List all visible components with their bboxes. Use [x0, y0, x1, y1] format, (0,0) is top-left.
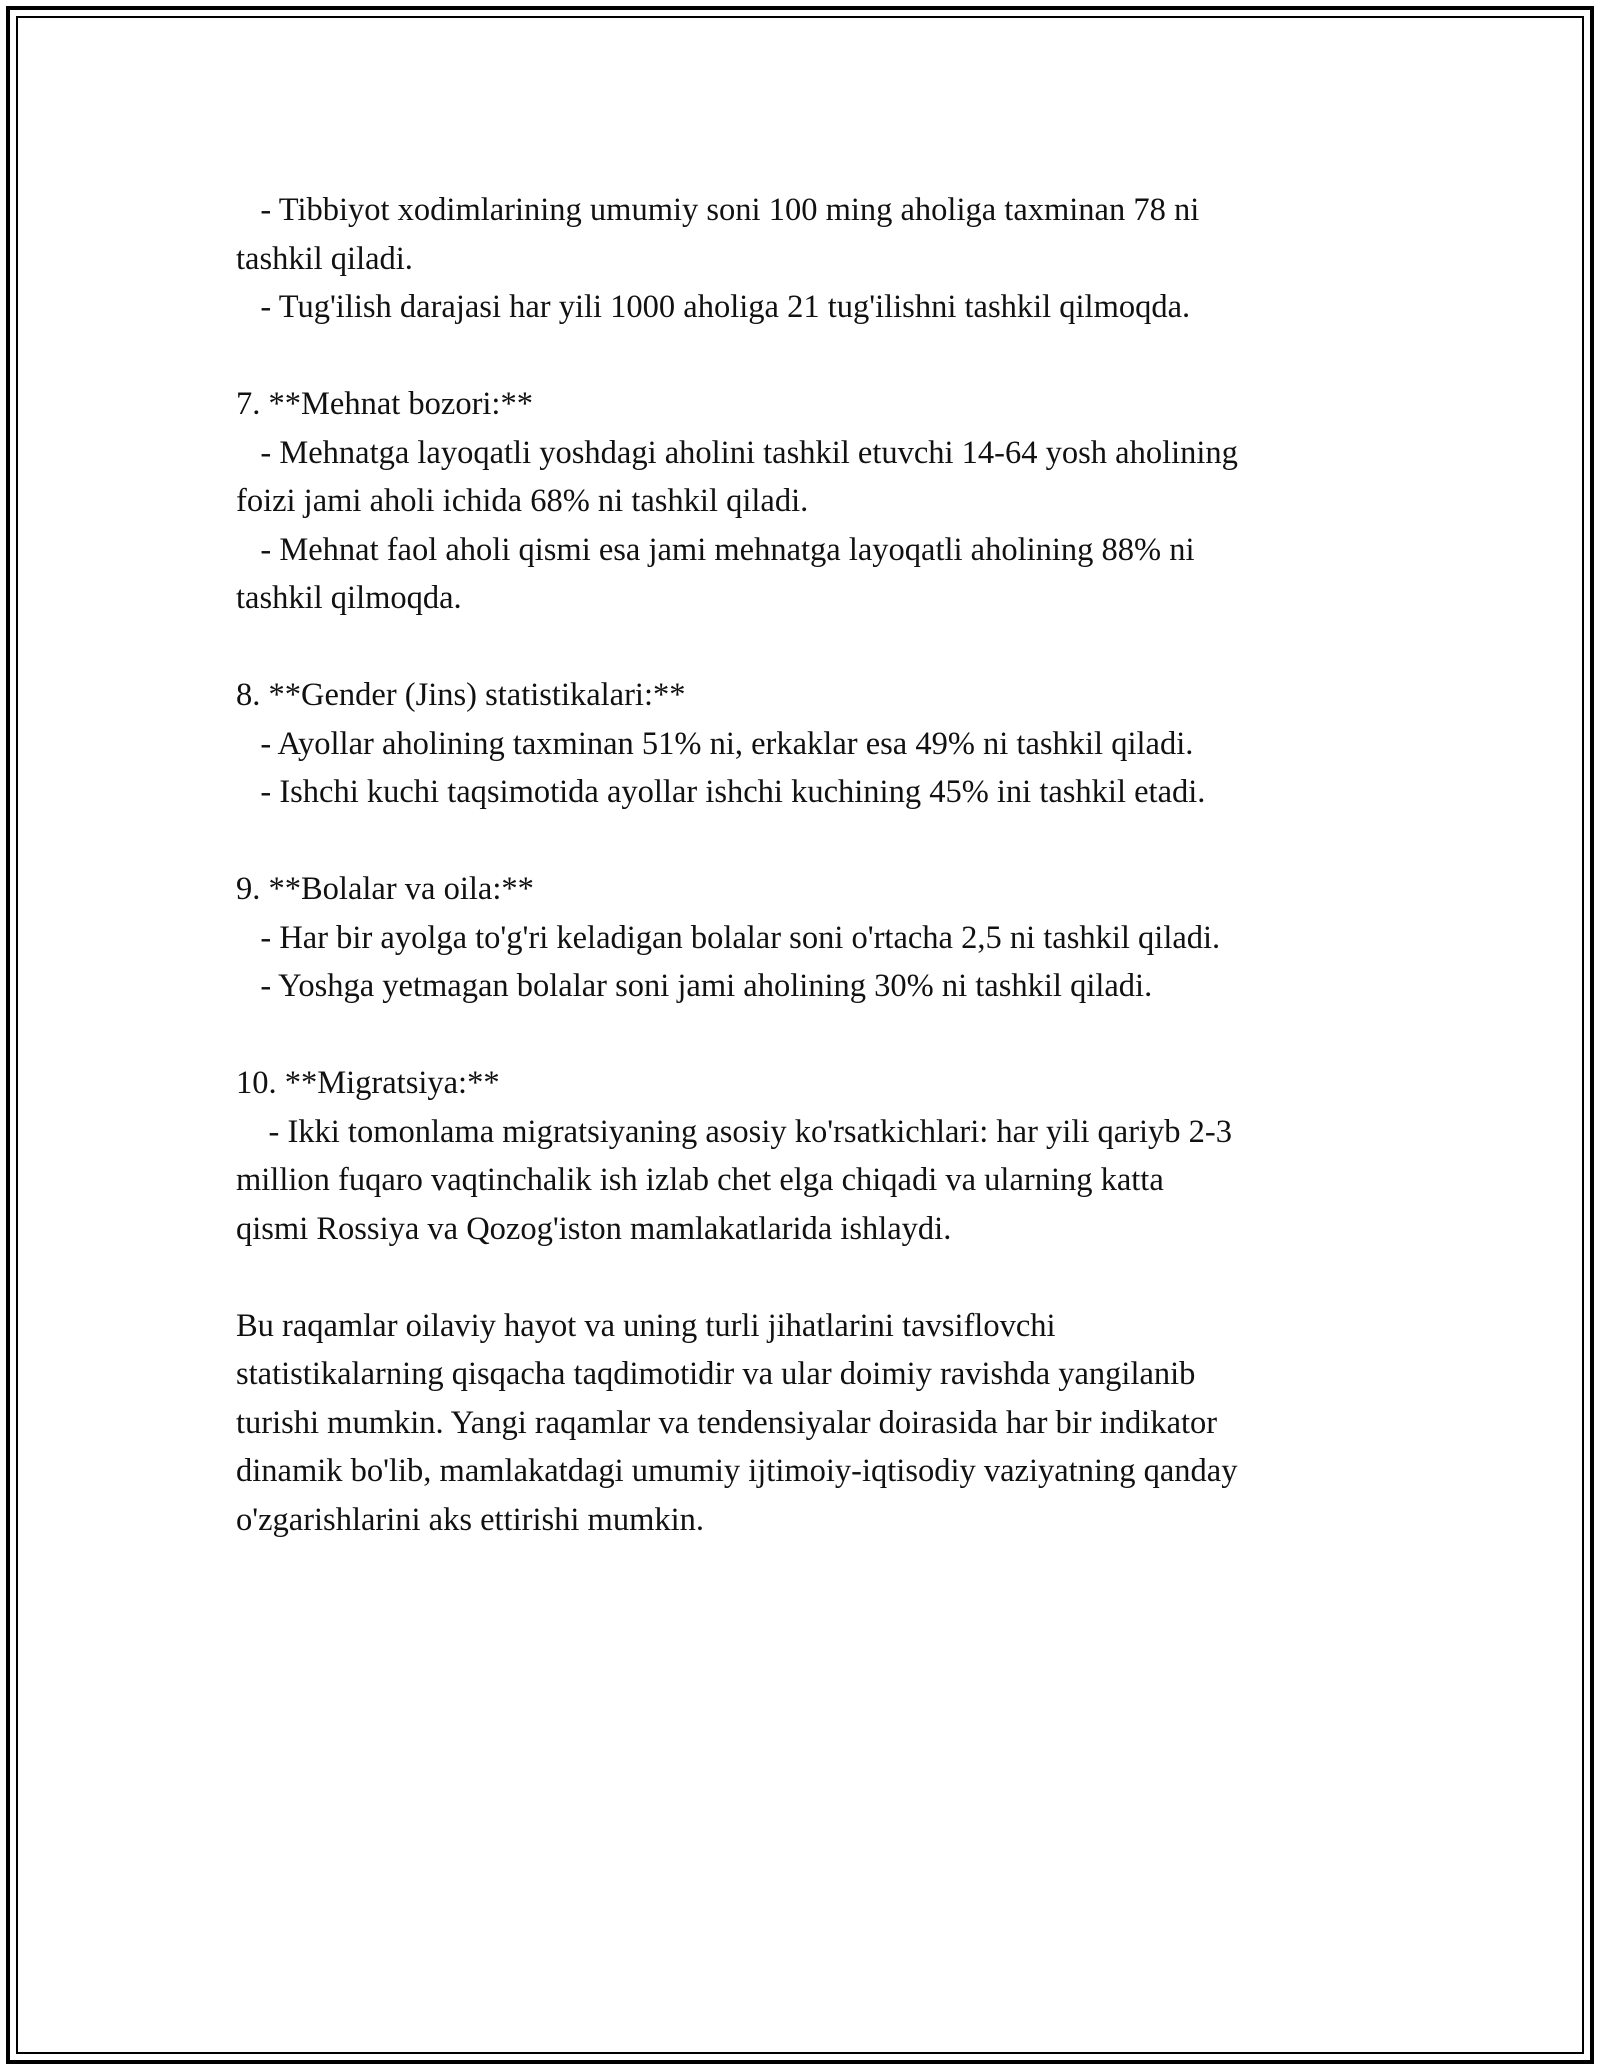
paragraph-gap: [236, 623, 1376, 672]
text-line: - Mehnat faol aholi qismi esa jami mehnatga layoqatli aholining 88% ni: [236, 531, 1195, 568]
text-line: million fuqaro vaqtinchalik ish izlab chet elga chiqadi va ularning katta: [236, 1162, 1164, 1198]
text-line: - Mehnatga layoqatli yoshdagi aholini tashkil etuvchi 14-64 yosh aholining: [236, 434, 1238, 471]
document-body: [236, 186, 1376, 1544]
text-line: - Ayollar aholining taxminan 51% ni, erkaklar esa 49% ni tashkil qiladi.: [236, 725, 1194, 762]
text-line: tashkil qilmoqda.: [236, 580, 462, 616]
paragraph-gap: [236, 1253, 1376, 1302]
text-line: turishi mumkin. Yangi raqamlar va tendensiyalar doirasida har bir indikator: [236, 1404, 1218, 1441]
text-line: foizi jami aholi ichida 68% ni tashkil qiladi.: [236, 483, 809, 519]
paragraph-gap: [236, 332, 1376, 381]
text-line: o'zgarishlarini aks ettirishi mumkin.: [236, 1501, 704, 1538]
text-line: tashkil qiladi.: [236, 240, 413, 277]
section-heading: 10. **Migratsiya:**: [236, 1065, 500, 1101]
text-line: - Har bir ayolga to'g'ri keladigan bolalar soni o'rtacha 2,5 ni tashkil qiladi.: [236, 919, 1221, 956]
text-line: Bu raqamlar oilaviy hayot va uning turli jihatlarini tavsiflovchi: [236, 1307, 1056, 1344]
paragraph-gap: [236, 817, 1376, 866]
text-line: - Tibbiyot xodimlarining umumiy soni 100 ming aholiga taxminan 78 ni: [236, 192, 1200, 228]
text-line: - Yoshga yetmagan bolalar soni jami aholining 30% ni tashkil qiladi.: [236, 968, 1153, 1004]
section-heading: 8. **Gender (Jins) statistikalari:**: [236, 677, 686, 713]
text-line: statistikalarning qisqacha taqdimotidir va ular doimiy ravishda yangilanib: [236, 1356, 1196, 1392]
text-line: - Tug'ilish darajasi har yili 1000 aholiga 21 tug'ilishni tashkil qilmoqda.: [236, 289, 1191, 325]
text-line: - Ishchi kuchi taqsimotida ayollar ishchi kuchining 45% ini tashkil etadi.: [236, 774, 1206, 810]
text-line: dinamik bo'lib, mamlakatdagi umumiy ijtimoiy-iqtisodiy vaziyatning qanday: [236, 1453, 1238, 1489]
section-heading: 7. **Mehnat bozori:**: [236, 386, 533, 422]
paragraph-gap: [236, 1011, 1376, 1060]
section-heading: 9. **Bolalar va oila:**: [236, 871, 534, 907]
text-line: - Ikki tomonlama migratsiyaning asosiy ko'rsatkichlari: har yili qariyb 2-3: [236, 1113, 1232, 1150]
text-line: qismi Rossiya va Qozog'iston mamlakatlarida ishlaydi.: [236, 1210, 952, 1247]
